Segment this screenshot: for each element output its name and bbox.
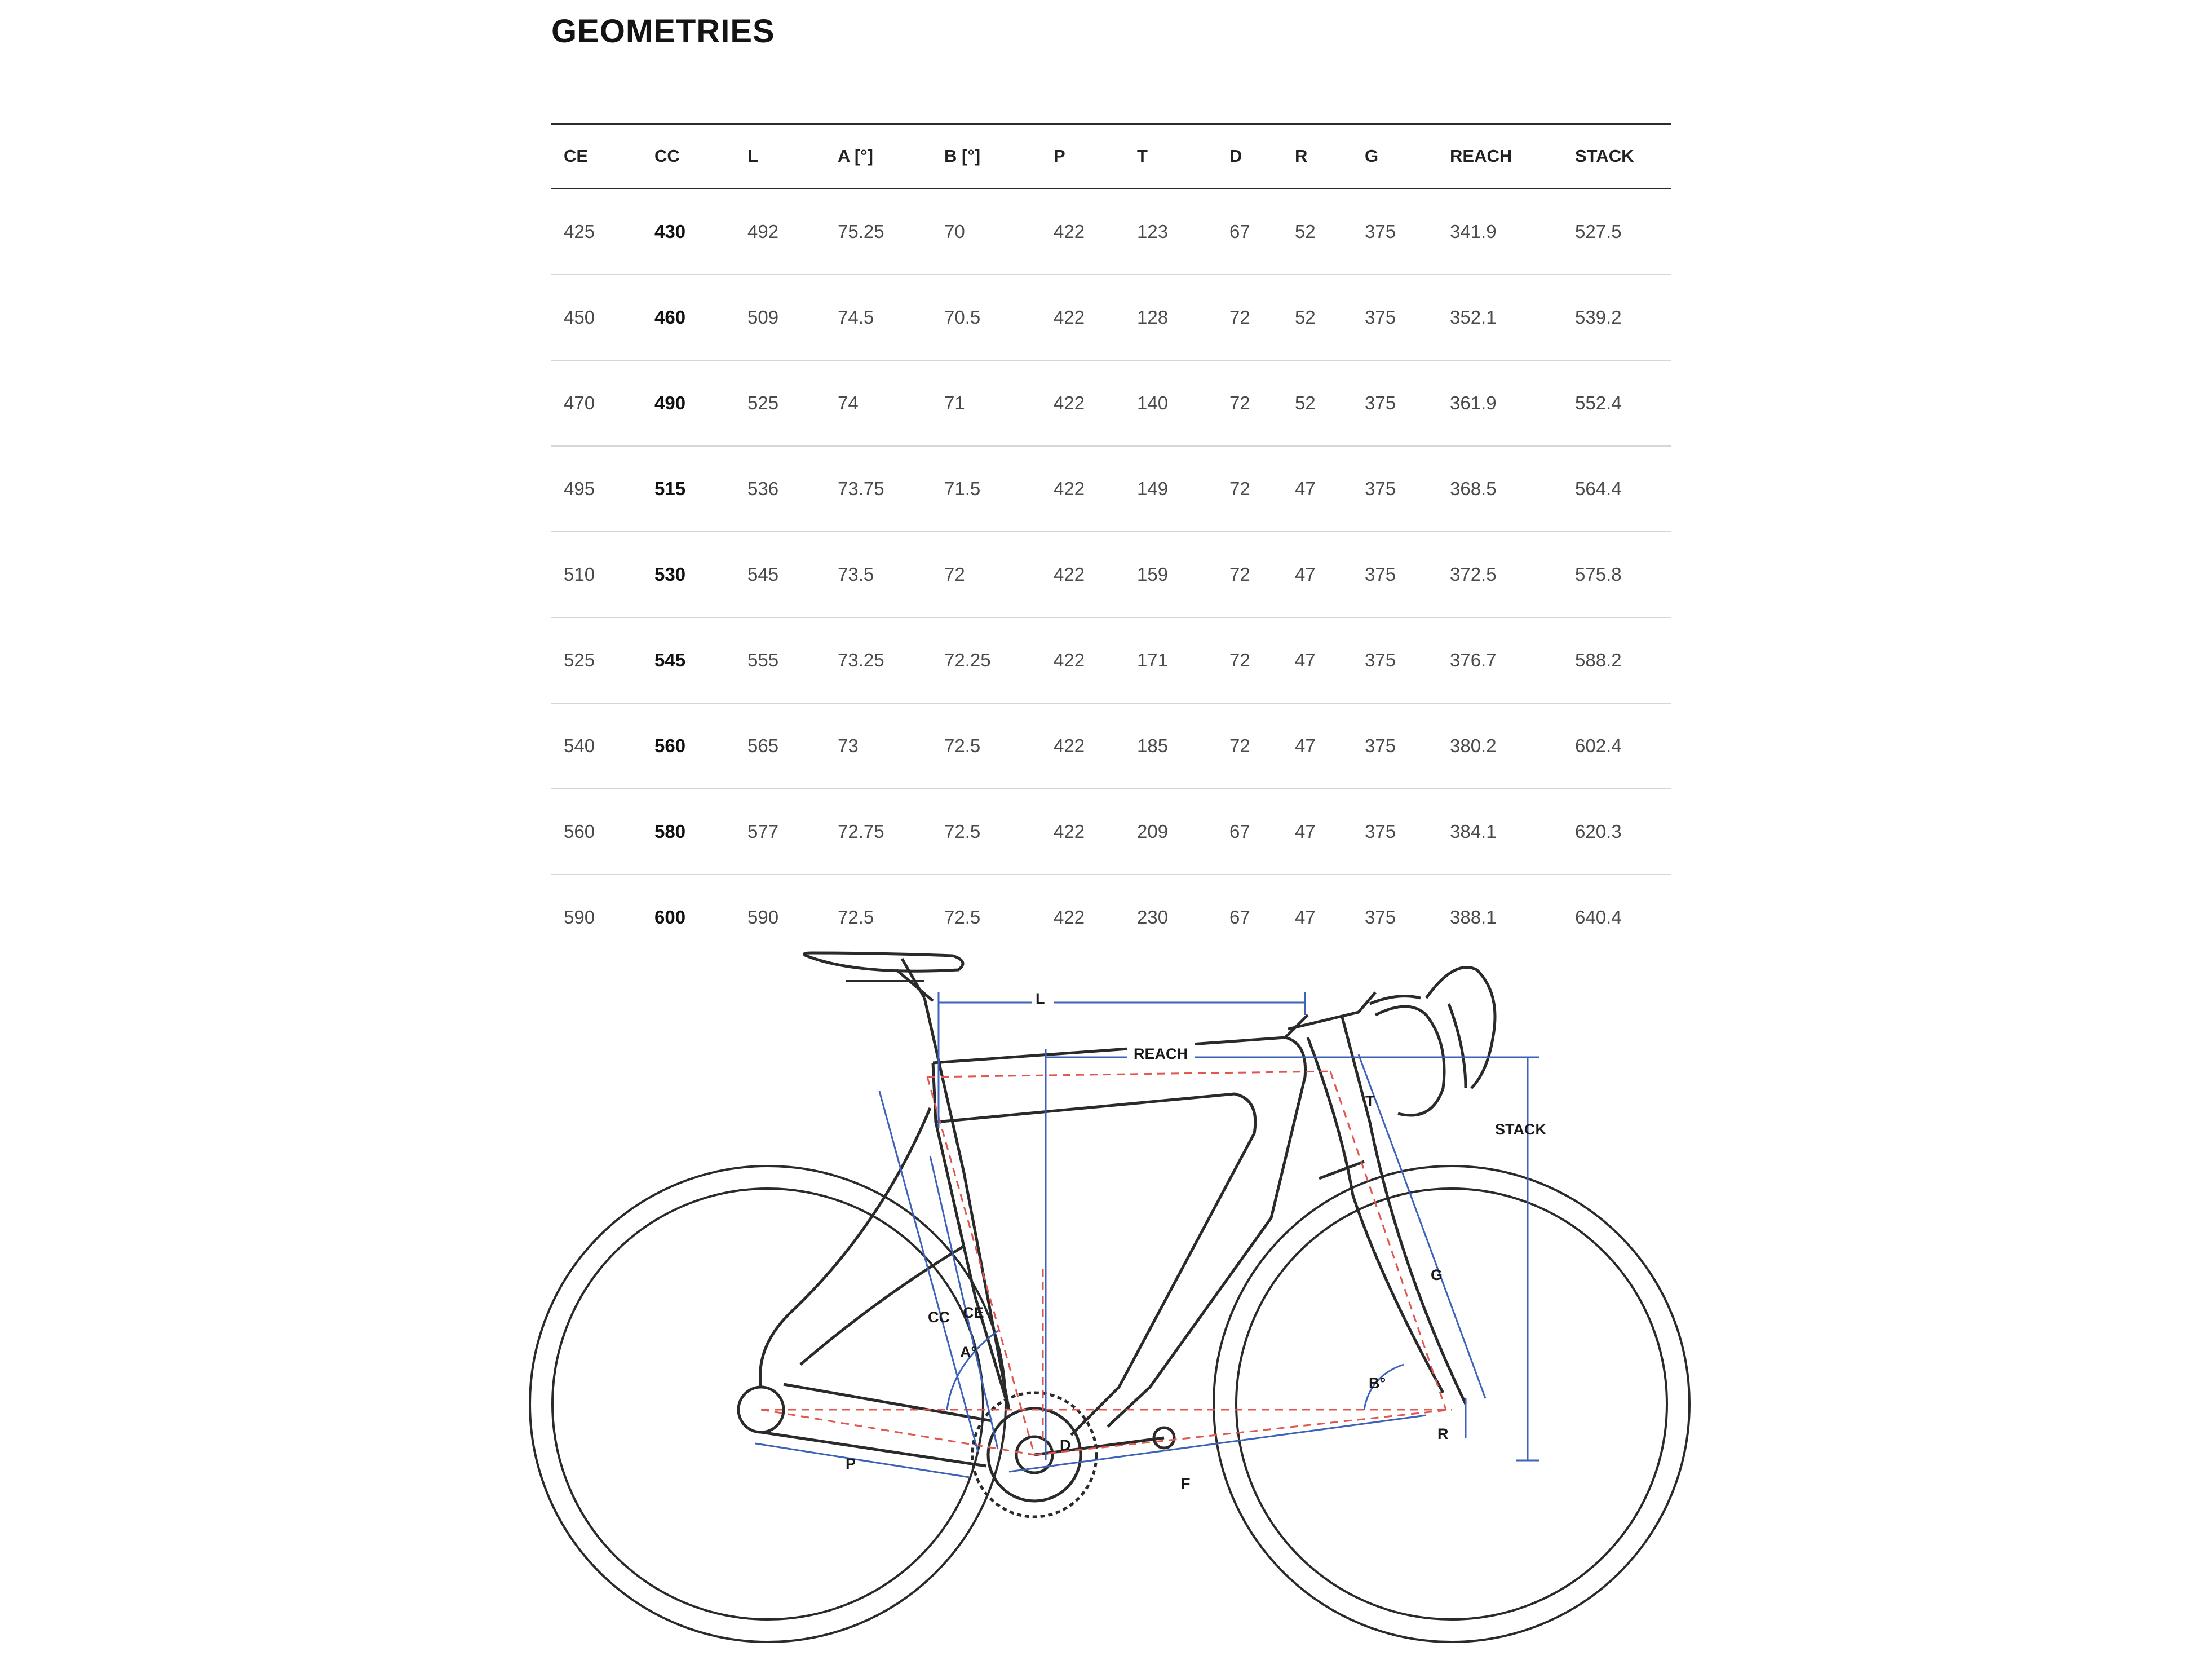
cell-d: 67 [1217, 189, 1282, 275]
saddle [804, 953, 963, 971]
cell-d: 72 [1217, 703, 1282, 789]
cell-ce: 425 [551, 189, 642, 275]
cell-t: 230 [1137, 907, 1169, 928]
rear-wheel [530, 1166, 1006, 1642]
cell-cc: 530 [642, 532, 735, 617]
label-r: R [1437, 1425, 1449, 1442]
cell-a: 72.75 [825, 789, 932, 875]
column-header-ce: CE [551, 124, 642, 189]
cell-a: 74 [825, 360, 932, 446]
label-reach: REACH [1134, 1045, 1188, 1062]
cell-ce: 495 [551, 446, 642, 532]
cell-ce: 540 [551, 703, 642, 789]
cell-stack: 527.5 [1563, 189, 1671, 275]
cell-stack: 602.4 [1563, 703, 1671, 789]
cell-r: 52 [1282, 360, 1352, 446]
cell-t: 209 [1125, 789, 1217, 875]
cell-b: 70.5 [932, 275, 1041, 360]
cell-p: 422 [1041, 360, 1125, 446]
cell-ce: 525 [551, 617, 642, 703]
cell-ce: 470 [551, 360, 642, 446]
cell-p: 422 [1041, 703, 1125, 789]
column-header-reach: REACH [1437, 124, 1563, 189]
cell-l: 525 [735, 360, 825, 446]
cell-d: 72 [1217, 360, 1282, 446]
label-t: T [1365, 1093, 1375, 1110]
cell-d: 72 [1217, 532, 1282, 617]
cell-cc: 560 [642, 703, 735, 789]
cell-reach: 384.1 [1437, 789, 1563, 875]
cell-b: 71.5 [932, 446, 1041, 532]
column-header-d: D [1217, 124, 1282, 189]
cell-t: 185 [1125, 703, 1217, 789]
label-d: D [1060, 1437, 1071, 1454]
column-header-stack: STACK [1563, 124, 1671, 189]
cell-l: 536 [735, 446, 825, 532]
cell-reach: 341.9 [1437, 189, 1563, 275]
cell-p: 422 [1041, 446, 1125, 532]
cell-b: 72.25 [932, 617, 1041, 703]
cell-l: 565 [735, 703, 825, 789]
column-header-cc: CC [642, 124, 735, 189]
cell-g: 375 [1352, 617, 1437, 703]
cell-l: 545 [735, 532, 825, 617]
cell-ce: 450 [551, 275, 642, 360]
label-ce: CE [963, 1304, 984, 1321]
cell-l: 555 [735, 617, 825, 703]
page-title: GEOMETRIES [551, 13, 775, 50]
cell-d: 72 [1217, 617, 1282, 703]
cell-p: 422 [1054, 907, 1085, 928]
cell-r: 47 [1282, 789, 1352, 875]
dimension-lines [755, 992, 1539, 1477]
cell-cc: 490 [642, 360, 735, 446]
cell-cc: 545 [642, 617, 735, 703]
cell-d: 67 [1217, 789, 1282, 875]
cell-reach: 376.7 [1437, 617, 1563, 703]
cell-a: 75.25 [825, 189, 932, 275]
cell-r: 47 [1282, 532, 1352, 617]
label-b: B° [1369, 1375, 1386, 1392]
cell-b: 70 [932, 189, 1041, 275]
cell-g: 375 [1365, 907, 1396, 928]
label-a: A° [960, 1344, 977, 1361]
cell-g: 375 [1352, 275, 1437, 360]
cell-d: 72 [1217, 275, 1282, 360]
cell-reach: 380.2 [1437, 703, 1563, 789]
label-p: P [846, 1455, 856, 1472]
cell-g: 375 [1352, 189, 1437, 275]
cell-p: 422 [1041, 617, 1125, 703]
label-f: F [1181, 1475, 1191, 1492]
cell-b: 72.5 [932, 789, 1041, 875]
cell-b: 71 [932, 360, 1041, 446]
cell-r: 47 [1282, 703, 1352, 789]
cell-p: 422 [1041, 789, 1125, 875]
cell-t: 123 [1125, 189, 1217, 275]
column-header-a: A [°] [825, 124, 932, 189]
cell-stack: 575.8 [1563, 532, 1671, 617]
cell-l: 577 [735, 789, 825, 875]
cell-a: 73.75 [825, 446, 932, 532]
cell-g: 375 [1352, 703, 1437, 789]
column-header-p: P [1041, 124, 1125, 189]
cell-r: 47 [1282, 446, 1352, 532]
cell-l: 492 [735, 189, 825, 275]
cell-stack: 620.3 [1563, 789, 1671, 875]
cockpit [1288, 968, 1495, 1115]
cell-r: 52 [1282, 189, 1352, 275]
cell-b: 72.5 [944, 907, 981, 928]
cell-reach: 352.1 [1437, 275, 1563, 360]
cell-p: 422 [1041, 532, 1125, 617]
cell-ce: 590 [564, 907, 595, 928]
cell-cc: 600 [654, 907, 686, 928]
cell-g: 375 [1352, 446, 1437, 532]
column-header-g: G [1352, 124, 1437, 189]
cell-cc: 430 [642, 189, 735, 275]
front-wheel [1214, 1166, 1689, 1642]
cell-l: 509 [735, 275, 825, 360]
cell-a: 72.5 [838, 907, 874, 928]
cell-l: 590 [747, 907, 779, 928]
cell-t: 140 [1125, 360, 1217, 446]
cell-d: 72 [1217, 446, 1282, 532]
cell-t: 159 [1125, 532, 1217, 617]
cell-r: 47 [1295, 907, 1316, 928]
cell-reach: 372.5 [1437, 532, 1563, 617]
cell-cc: 515 [642, 446, 735, 532]
column-header-l: L [735, 124, 825, 189]
cell-g: 375 [1352, 789, 1437, 875]
cell-stack: 564.4 [1563, 446, 1671, 532]
cell-g: 375 [1352, 532, 1437, 617]
cell-reach: 388.1 [1450, 907, 1497, 928]
cell-a: 74.5 [825, 275, 932, 360]
cell-t: 171 [1125, 617, 1217, 703]
label-stack: STACK [1495, 1121, 1546, 1138]
cell-p: 422 [1041, 275, 1125, 360]
cell-t: 128 [1125, 275, 1217, 360]
label-cc: CC [928, 1309, 950, 1326]
column-header-t: T [1125, 124, 1217, 189]
column-header-r: R [1282, 124, 1352, 189]
cell-stack: 588.2 [1563, 617, 1671, 703]
cell-stack: 539.2 [1563, 275, 1671, 360]
cell-a: 73.25 [825, 617, 932, 703]
cell-p: 422 [1041, 189, 1125, 275]
cell-r: 52 [1282, 275, 1352, 360]
cell-r: 47 [1282, 617, 1352, 703]
cell-t: 149 [1125, 446, 1217, 532]
cell-a: 73.5 [825, 532, 932, 617]
label-g: G [1431, 1266, 1443, 1283]
label-l: L [1036, 990, 1045, 1007]
cell-ce: 560 [551, 789, 642, 875]
column-header-b: B [°] [932, 124, 1041, 189]
cell-b: 72 [932, 532, 1041, 617]
cell-ce: 510 [551, 532, 642, 617]
cell-b: 72.5 [932, 703, 1041, 789]
cell-stack: 552.4 [1563, 360, 1671, 446]
cell-g: 375 [1352, 360, 1437, 446]
cell-reach: 368.5 [1437, 446, 1563, 532]
cell-reach: 361.9 [1437, 360, 1563, 446]
cell-a: 73 [825, 703, 932, 789]
cell-cc: 460 [642, 275, 735, 360]
cell-stack: 640.4 [1575, 907, 1622, 928]
cell-cc: 580 [642, 789, 735, 875]
cell-d: 67 [1229, 907, 1250, 928]
